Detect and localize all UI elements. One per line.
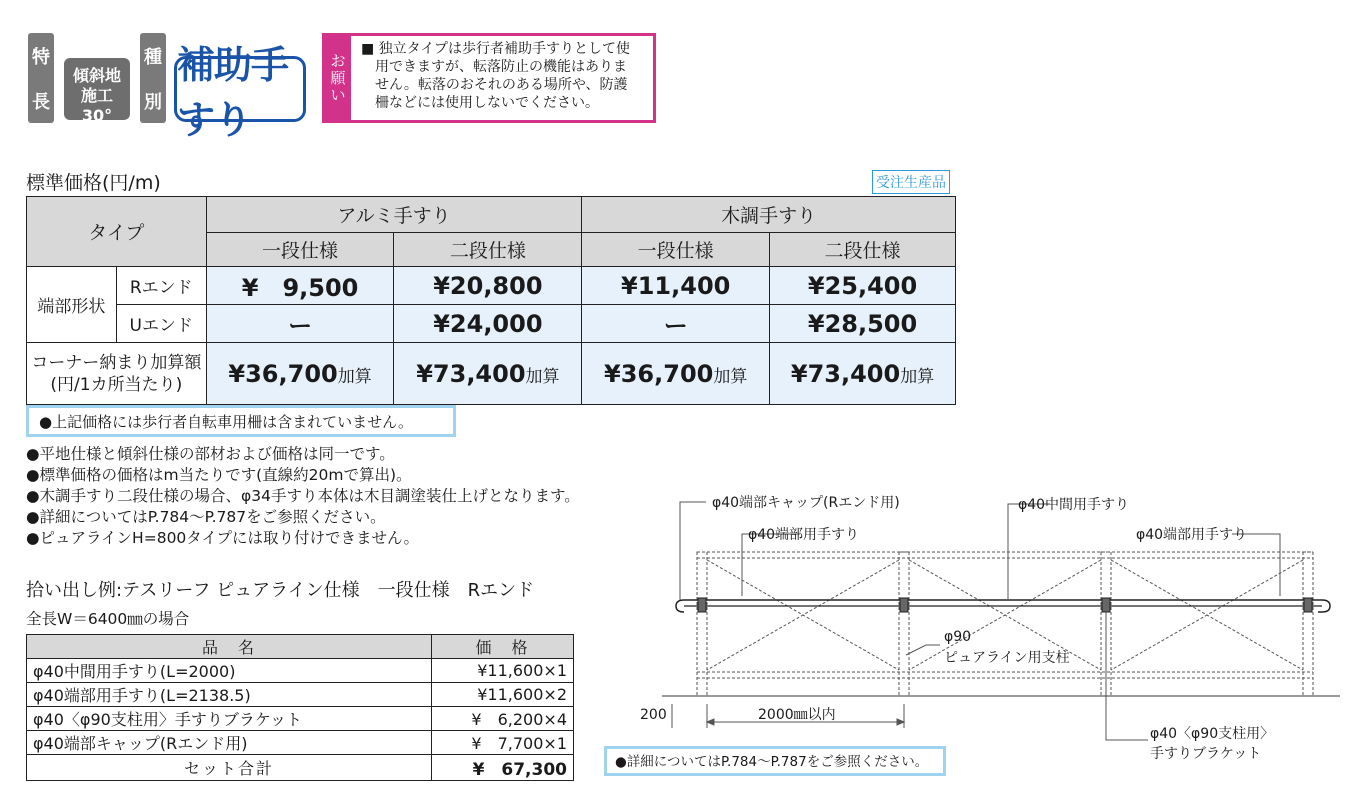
price-cell: ¥28,500 (770, 305, 956, 343)
dim-2000: 2000㎜以内 (758, 707, 836, 723)
type-label: 種 別 (140, 33, 166, 123)
corner-label: コーナー納まり加算額 (円/1カ所当たり) (27, 343, 207, 405)
sub-header: 一段仕様 (582, 233, 770, 267)
end-shape-label: 端部形状 (27, 267, 117, 343)
price-section-title: 標準価格(円/m) (26, 172, 161, 194)
diagram-note: ●詳細についてはP.784〜P.787をご参照ください。 (604, 746, 946, 776)
label-post-name: ピュアライン用支柱 (944, 650, 1070, 666)
corner-price-cell: ¥73,400加算 (394, 343, 582, 405)
row-label-u-end: Uエンド (116, 305, 206, 343)
notes-list (26, 444, 580, 549)
label-end-rail-left: φ40端部用手すり (748, 527, 860, 543)
table-row: φ40端部用手すり(L=2138.5) ¥11,600×2 (27, 683, 574, 707)
made-to-order-badge: 受注生産品 (872, 170, 950, 194)
label-bracket-name: 手すりブラケット (1150, 746, 1262, 762)
price-cell: ¥20,800 (394, 267, 582, 305)
dim-200: 200 (640, 707, 667, 723)
label-end-cap: φ40端部キャップ(Rエンド用) (712, 495, 900, 511)
railing-diagram (600, 480, 1340, 780)
price-cell: ¥11,400 (582, 267, 770, 305)
table-row: φ40端部キャップ(Rエンド用) ¥ 7,700×1 (27, 731, 574, 755)
note-item: ●木調手すり二段仕様の場合、φ34手すり本体は木目調塗装仕上げとなります。 (26, 487, 580, 505)
price-cell: ¥ 9,500 (206, 267, 394, 305)
example-table (26, 634, 574, 781)
corner-price-cell: ¥36,700加算 (206, 343, 394, 405)
example-title: 拾い出し例:テスリーフ ピュアライン仕様 一段仕様 Rエンド (26, 580, 535, 601)
price-cell: ¥24,000 (394, 305, 582, 343)
price-cell: ー (582, 305, 770, 343)
note-item: ●ピュアラインH=800タイプには取り付けできません。 (26, 529, 419, 547)
label-bracket-size: φ40〈φ90支柱用〉 (1150, 726, 1275, 742)
group-aluminum: アルミ手すり (206, 197, 582, 233)
table-row: φ40中間用手すり(L=2000) ¥11,600×1 (27, 659, 574, 683)
price-cell: ¥25,400 (770, 267, 956, 305)
example-subtitle: 全長W＝6400㎜の場合 (26, 610, 190, 628)
feature-label: 特 長 (28, 33, 54, 123)
table-row: φ40〈φ90支柱用〉手すりブラケット ¥ 6,200×4 (27, 707, 574, 731)
price-table (26, 196, 956, 405)
col-header-price: 価 格 (432, 635, 574, 659)
notice-tag: お 願 い (325, 36, 351, 120)
note-item: ●標準価格の価格はm当たりです(直線約20mで算出)。 (26, 466, 412, 484)
label-middle-rail: φ40中間用手すり (1018, 497, 1130, 513)
row-label-r-end: Rエンド (116, 267, 206, 305)
notice-text: ■ 独立タイプは歩行者補助手すりとして使 用できますが、転落防止の機能はありま せん。転落のおそれのある場所や、防護 柵などには使用しないでください。 (361, 41, 630, 111)
type-badge: 補助手すり (174, 56, 306, 122)
label-post-size: φ90 (944, 629, 972, 645)
sub-header: 二段仕様 (770, 233, 956, 267)
total-row: セット合計 ¥ 67,300 (27, 755, 574, 781)
corner-price-cell: ¥36,700加算 (582, 343, 770, 405)
type-header: タイプ (27, 197, 207, 267)
notice-box (322, 33, 656, 123)
group-wood: 木調手すり (582, 197, 956, 233)
boxed-note: ●上記価格には歩行者自転車用柵は含まれていません。 (26, 405, 456, 437)
col-header-name: 品 名 (27, 635, 432, 659)
sub-header: 二段仕様 (394, 233, 582, 267)
price-cell: ー (206, 305, 394, 343)
note-item: ●詳細についてはP.784〜P.787をご参照ください。 (26, 508, 386, 526)
corner-price-cell: ¥73,400加算 (770, 343, 956, 405)
sub-header: 一段仕様 (206, 233, 394, 267)
feature-badge: 傾斜地 施工30° (64, 58, 130, 120)
label-end-rail-right: φ40端部用手すり (1136, 527, 1248, 543)
note-item: ●平地仕様と傾斜仕様の部材および価格は同一です。 (26, 445, 395, 463)
